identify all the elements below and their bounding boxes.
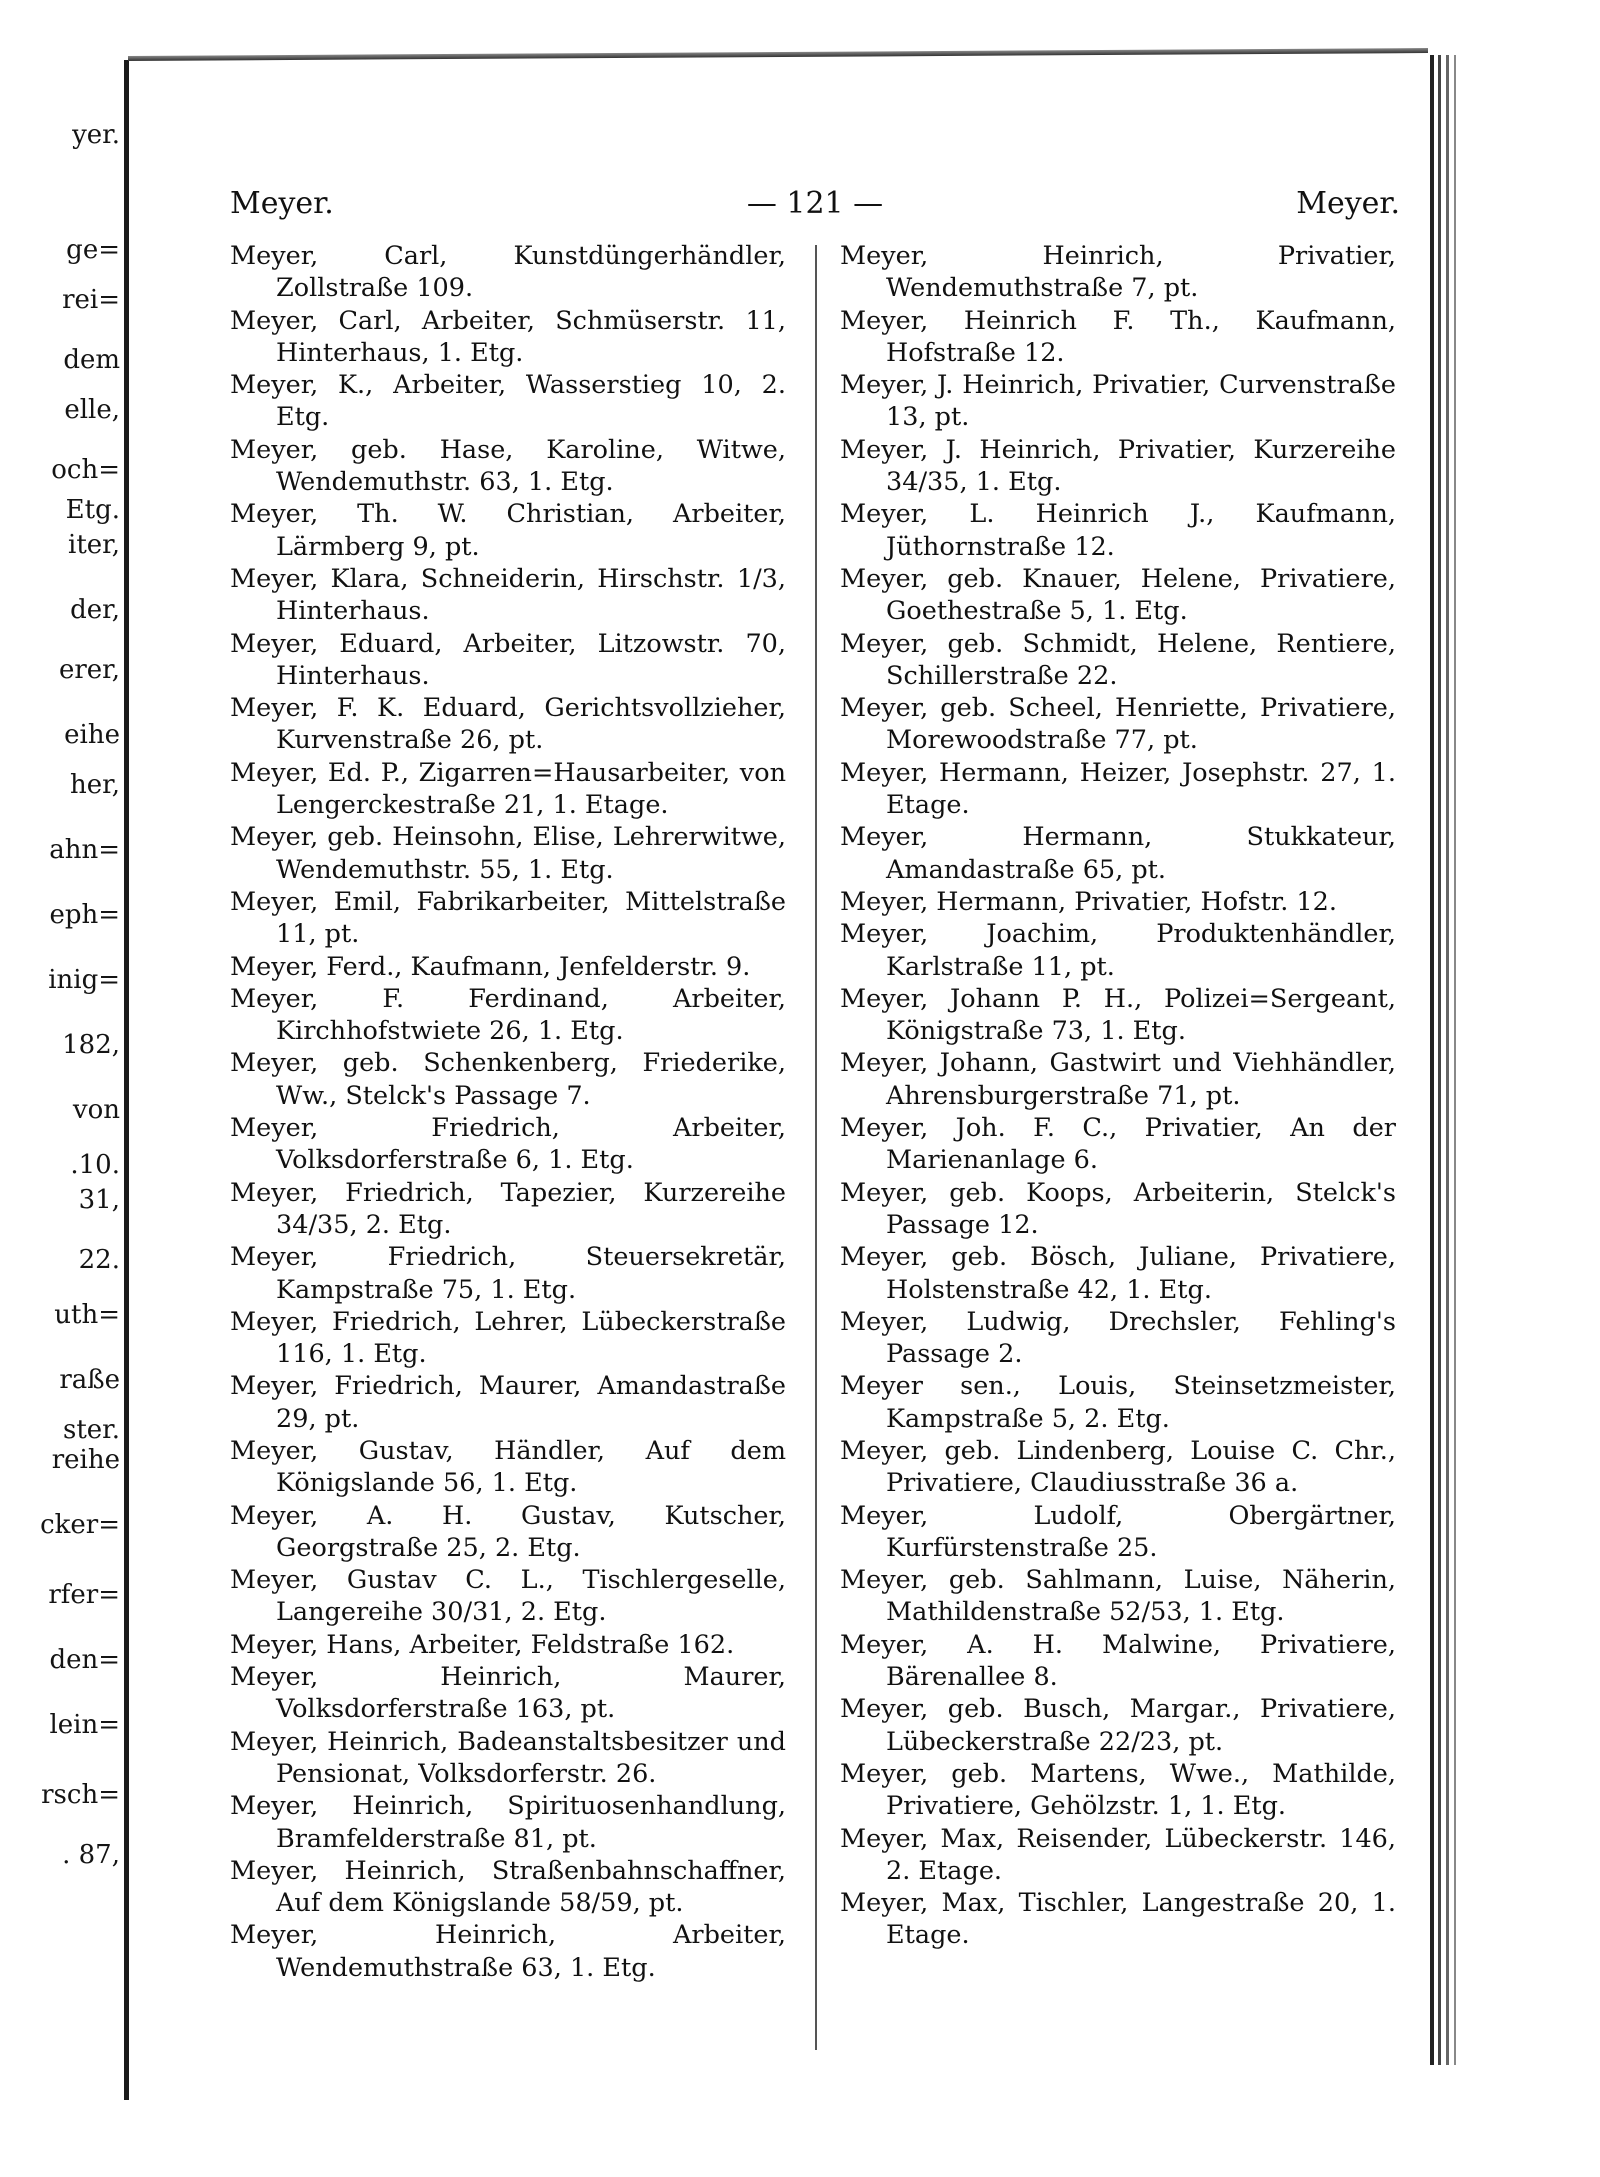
directory-entry: Meyer, L. Heinrich J., Kaufmann, Jüthornstraße 12. — [840, 499, 1396, 562]
directory-entry: Meyer, geb. Schmidt, Helene, Rentiere, Schillerstraße 22. — [840, 628, 1396, 691]
directory-entry: Meyer, Ludolf, Obergärtner, Kurfürstenstraße 25. — [840, 1500, 1396, 1563]
running-head — [230, 182, 1400, 226]
directory-entry: Meyer, geb. Bösch, Juliane, Privatiere, Holstenstraße 42, 1. Etg. — [840, 1242, 1396, 1305]
directory-entry: Meyer, geb. Lindenberg, Louise C. Chr., Privatiere, Claudiusstraße 36 a. — [840, 1435, 1396, 1499]
directory-entry: Meyer, Hermann, Heizer, Josephstr. 27, 1. Etage. — [840, 757, 1396, 821]
directory-entry: Meyer, F. Ferdinand, Arbeiter, Kirchhofstwiete 26, 1. Etg. — [230, 983, 786, 1047]
left-page-fragment: den= — [49, 1645, 120, 1675]
directory-entry: Meyer, Friedrich, Maurer, Amandastraße 29, pt. — [230, 1371, 786, 1434]
directory-entry: Meyer, Eduard, Arbeiter, Litzowstr. 70, Hinterhaus. — [230, 628, 786, 691]
left-page-fragment: lein= — [49, 1710, 120, 1740]
left-page-fragment: von — [72, 1095, 120, 1125]
directory-entry: Meyer, Max, Tischler, Langestraße 20, 1. Etage. — [840, 1888, 1396, 1951]
directory-entry: Meyer, Carl, Arbeiter, Schmüserstr. 11, Hinterhaus, 1. Etg. — [230, 305, 786, 368]
directory-entry: Meyer, Ludwig, Drechsler, Fehling's Passage 2. — [840, 1306, 1396, 1370]
directory-entry: Meyer, geb. Busch, Margar., Privatiere, Lübeckerstraße 22/23, pt. — [840, 1694, 1396, 1757]
left-page-fragment: der, — [70, 595, 120, 625]
left-page-fragment: raße — [59, 1365, 120, 1395]
page-stack-edge — [1446, 55, 1449, 2065]
left-page-fragment: rsch= — [41, 1780, 120, 1810]
directory-entry: Meyer, Gustav, Händler, Auf dem Königslande 56, 1. Etg. — [230, 1435, 786, 1499]
directory-entry: Meyer, geb. Knauer, Helene, Privatiere, Goethestraße 5, 1. Etg. — [840, 563, 1396, 627]
directory-entry: Meyer, Heinrich, Arbeiter, Wendemuthstraße 63, 1. Etg. — [230, 1920, 786, 1983]
directory-entry: Meyer, Klara, Schneiderin, Hirschstr. 1/3, Hinterhaus. — [230, 563, 786, 627]
directory-entry: Meyer, Hans, Arbeiter, Feldstraße 162. — [230, 1629, 735, 1660]
directory-entry: Meyer, Emil, Fabrikarbeiter, Mittelstraße 11, pt. — [230, 886, 786, 950]
left-page-fragment: her, — [70, 770, 120, 800]
directory-entry: Meyer, Heinrich, Spirituosenhandlung, Bramfelderstraße 81, pt. — [230, 1791, 786, 1854]
directory-entry: Meyer, Max, Reisender, Lübeckerstr. 146, 2. Etage. — [840, 1823, 1396, 1886]
left-page-fragment: 182, — [62, 1030, 120, 1060]
directory-entry: Meyer, geb. Heinsohn, Elise, Lehrerwitwe, Wendemuthstr. 55, 1. Etg. — [230, 822, 786, 885]
directory-entry: Meyer, F. K. Eduard, Gerichtsvollzieher, Kurvenstraße 26, pt. — [230, 693, 786, 756]
left-page-fragment: 22. — [78, 1245, 120, 1275]
directory-entry: Meyer, A. H. Gustav, Kutscher, Georgstraße 25, 2. Etg. — [230, 1500, 786, 1563]
running-head-right: Meyer. — [1296, 186, 1400, 221]
directory-entry: Meyer, K., Arbeiter, Wasserstieg 10, 2. Etg. — [230, 370, 786, 433]
left-page-fragment: rei= — [62, 285, 120, 315]
directory-entry: Meyer, Heinrich, Straßenbahnschaffner, Auf dem Königslande 58/59, pt. — [230, 1855, 786, 1919]
page-stack-edge — [1438, 55, 1441, 2065]
directory-entry: Meyer, geb. Schenkenberg, Friederike, Ww., Stelck's Passage 7. — [230, 1048, 786, 1111]
left-page-fragment: uth= — [54, 1300, 120, 1330]
left-page-fragment: och= — [51, 455, 120, 485]
directory-entry: Meyer, Friedrich, Steuersekretär, Kampstraße 75, 1. Etg. — [230, 1242, 786, 1305]
directory-entry: Meyer, Friedrich, Arbeiter, Volksdorferstraße 6, 1. Etg. — [230, 1113, 786, 1176]
directory-entry: Meyer, Johann, Gastwirt und Viehhändler, Ahrensburgerstraße 71, pt. — [840, 1048, 1396, 1111]
directory-entry: Meyer, Friedrich, Lehrer, Lübeckerstraße 116, 1. Etg. — [230, 1306, 786, 1370]
left-page-fragment: eph= — [49, 900, 120, 930]
directory-entry: Meyer, Ferd., Kaufmann, Jenfelderstr. 9. — [230, 951, 751, 982]
left-page-fragment: .10. — [70, 1150, 120, 1180]
directory-entry: Meyer, Heinrich, Privatier, Wendemuthstraße 7, pt. — [840, 241, 1396, 304]
directory-entry: Meyer, geb. Scheel, Henriette, Privatiere, Morewoodstraße 77, pt. — [840, 693, 1396, 756]
directory-entry: Meyer, Ed. P., Zigarren=Hausarbeiter, von Lengerckestraße 21, 1. Etage. — [230, 757, 786, 821]
left-page-fragment: erer, — [58, 655, 120, 685]
left-page-fragment: 31, — [78, 1185, 120, 1215]
directory-entry: Meyer, A. H. Malwine, Privatiere, Bärenallee 8. — [840, 1629, 1396, 1693]
page-stack-edge — [1430, 55, 1434, 2065]
left-page-fragment: cker= — [40, 1510, 120, 1540]
directory-entry: Meyer sen., Louis, Steinsetzmeister, Kampstraße 5, 2. Etg. — [840, 1371, 1396, 1434]
left-page-fragment: yer. — [72, 120, 120, 150]
directory-entry: Meyer, Friedrich, Tapezier, Kurzereihe 34/35, 2. Etg. — [230, 1177, 786, 1240]
page-stack-edge — [1454, 55, 1456, 2065]
left-page-fragment: reihe — [51, 1445, 120, 1475]
left-page-strip — [0, 0, 128, 2177]
directory-entry: Meyer, Hermann, Stukkateur, Amandastraße 65, pt. — [840, 822, 1396, 885]
left-page-fragment: ster. — [62, 1415, 120, 1445]
directory-entry: Meyer, Th. W. Christian, Arbeiter, Lärmberg 9, pt. — [230, 499, 786, 562]
directory-entry: Meyer, Gustav C. L., Tischlergeselle, Langereihe 30/31, 2. Etg. — [230, 1565, 786, 1628]
right-column — [840, 240, 1396, 1952]
directory-entry: Meyer, geb. Koops, Arbeiterin, Stelck's Passage 12. — [840, 1177, 1396, 1240]
running-head-left: Meyer. — [230, 186, 334, 221]
directory-page — [140, 60, 1430, 2120]
directory-entry: Meyer, geb. Sahlmann, Luise, Näherin, Mathildenstraße 52/53, 1. Etg. — [840, 1565, 1396, 1628]
directory-entry: Meyer, Joh. F. C., Privatier, An der Marienanlage 6. — [840, 1113, 1396, 1176]
left-page-fragment: elle, — [64, 395, 120, 425]
left-page-fragment: ahn= — [49, 835, 120, 865]
left-page-fragment: rfer= — [48, 1580, 120, 1610]
directory-entry: Meyer, Heinrich F. Th., Kaufmann, Hofstraße 12. — [840, 305, 1396, 368]
directory-entry: Meyer, J. Heinrich, Privatier, Kurzereihe 34/35, 1. Etg. — [840, 434, 1396, 498]
left-column — [230, 240, 786, 1984]
left-page-fragment: dem — [63, 345, 120, 375]
directory-entry: Meyer, J. Heinrich, Privatier, Curvenstraße 13, pt. — [840, 370, 1396, 433]
left-page-fragment: . 87, — [62, 1840, 120, 1870]
directory-entry: Meyer, Heinrich, Badeanstaltsbesitzer und Pensionat, Volksdorferstr. 26. — [230, 1726, 786, 1789]
directory-entry: Meyer, geb. Hase, Karoline, Witwe, Wendemuthstr. 63, 1. Etg. — [230, 434, 786, 498]
directory-entry: Meyer, Johann P. H., Polizei=Sergeant, Königstraße 73, 1. Etg. — [840, 983, 1396, 1047]
column-divider — [815, 245, 817, 2050]
left-page-fragment: eihe — [64, 720, 120, 750]
directory-entry: Meyer, Carl, Kunstdüngerhändler, Zollstraße 109. — [230, 241, 786, 304]
directory-entry: Meyer, geb. Martens, Wwe., Mathilde, Privatiere, Gehölzstr. 1, 1. Etg. — [840, 1758, 1396, 1822]
page-number: — 121 — — [746, 186, 884, 221]
left-page-fragment: iter, — [68, 530, 120, 560]
left-page-fragment: inig= — [48, 965, 120, 995]
directory-entry: Meyer, Joachim, Produktenhändler, Karlstraße 11, pt. — [840, 919, 1396, 982]
left-page-fragment: ge= — [66, 235, 120, 265]
left-page-fragment: Etg. — [65, 495, 120, 525]
directory-entry: Meyer, Heinrich, Maurer, Volksdorferstraße 163, pt. — [230, 1662, 786, 1725]
book-gutter — [124, 60, 129, 2100]
directory-entry: Meyer, Hermann, Privatier, Hofstr. 12. — [840, 886, 1337, 917]
